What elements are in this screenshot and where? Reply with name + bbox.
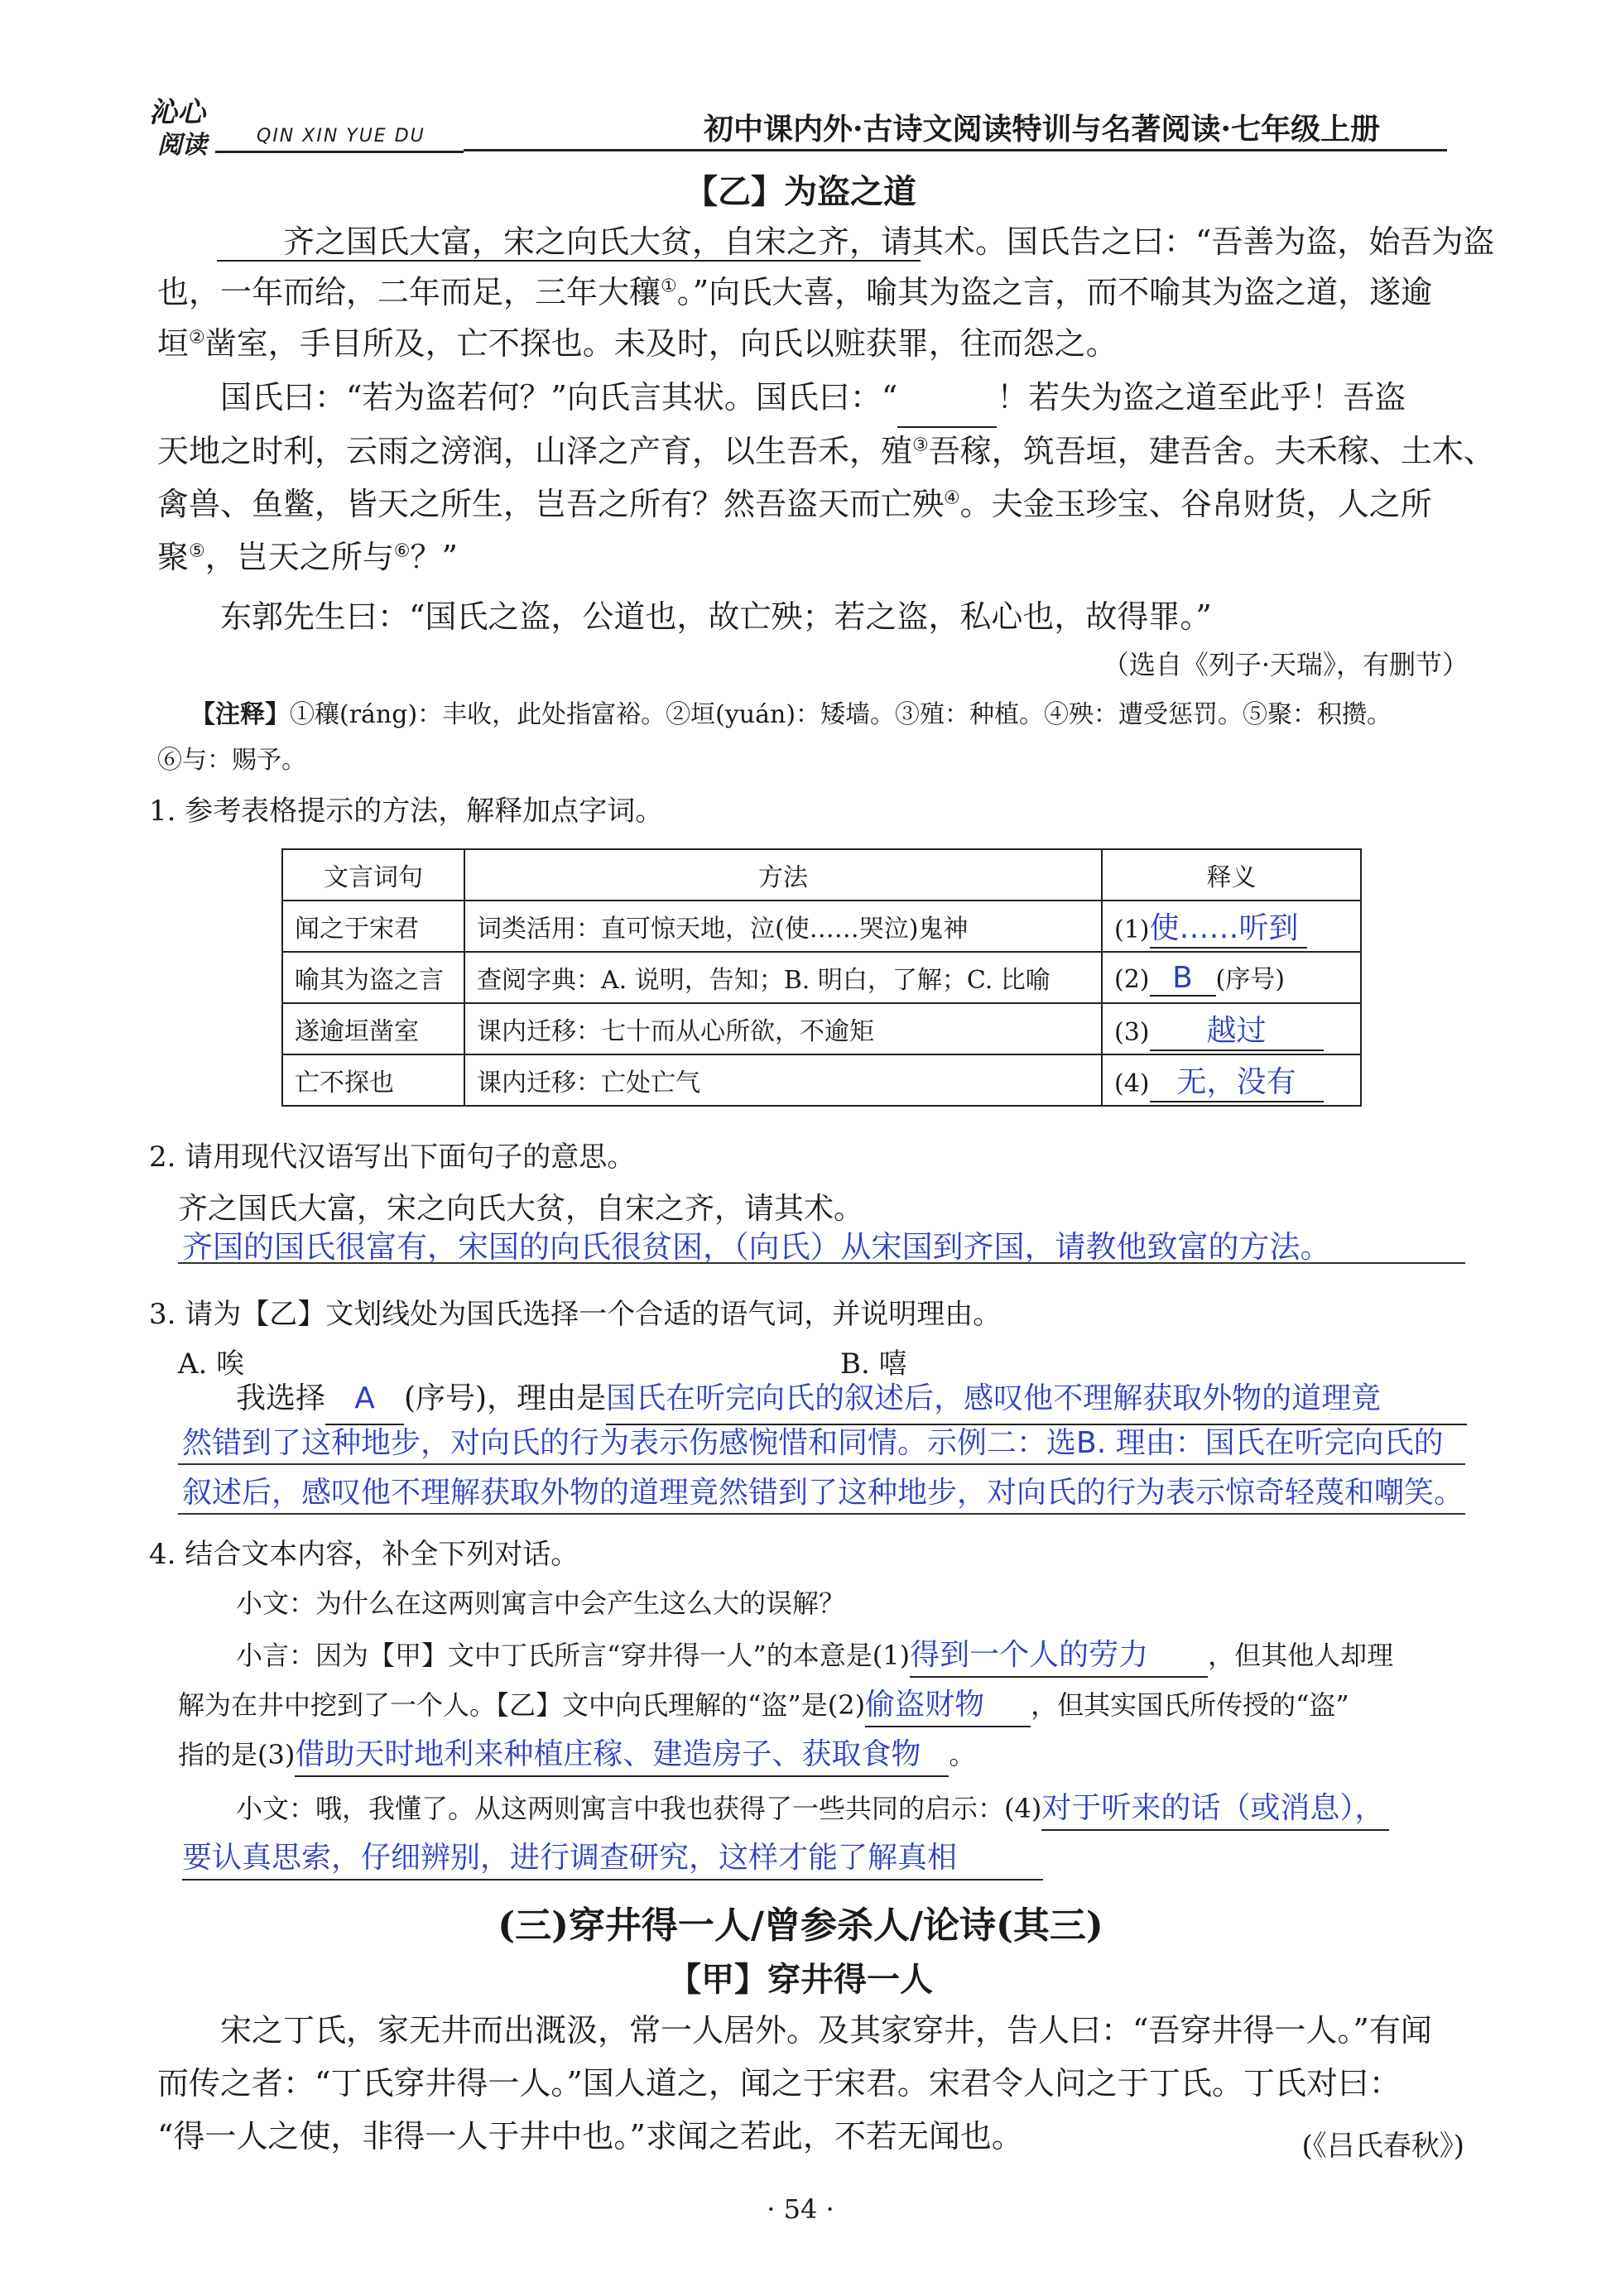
passage-line-1: 齐之国氏大富，宋之向氏大贫，自宋之齐，请其术。国氏告之曰：“吾善为盗，始吾为盗 — [283, 223, 1495, 260]
table-cell: 喻其为盗之言 — [282, 952, 464, 1003]
q4-line-1: 小文：为什么在这两则寓言中会产生这么大的误解？ — [236, 1588, 846, 1619]
table-cell: 闻之于宋君 — [282, 901, 464, 952]
q1-stem: 1. 参考表格提示的方法，解释加点字词。 — [149, 795, 664, 828]
q4-line-6: 要认真思索，仔细辨别，进行调查研究，这样才能了解真相 — [182, 1837, 1043, 1881]
q4-line-4: 指的是(3)借助天时地利来种植庄稼、建造房子、获取食物 。 — [178, 1734, 975, 1777]
table-cell: 课内迁移：亡处亡气 — [464, 1054, 1102, 1106]
section-subtitle: 【甲】穿井得一人 — [668, 1960, 933, 1999]
section-title: (三)穿井得一人/曾参杀人/论诗(其三) — [498, 1905, 1103, 1947]
table-row — [282, 901, 1361, 952]
q2-sentence: 齐之国氏大富，宋之向氏大贫，自宋之齐，请其术。 — [178, 1192, 864, 1226]
logo-text-2: 阅读 — [157, 131, 207, 160]
q3-answer-row: 我选择 A (序号)，理由是国氏在听完向氏的叙述后，感叹他不理解获取外物的道理竟 — [236, 1374, 1467, 1425]
q4-line-5: 小文：哦，我懂了。从这两则寓言中我也获得了一些共同的启示：(4)对于听来的话（或消息）， — [236, 1788, 1389, 1831]
passage-line-2: 也，一年而给，二年而足，三年大穰①。”向氏大喜，喻其为盗之言，而不喻其为盗之道，遂逾 — [157, 274, 1433, 310]
passage-line-3: 垣②凿室，手目所及，亡不探也。未及时，向氏以赃获罪，往而怨之。 — [157, 325, 1118, 362]
passage-underline — [217, 260, 921, 262]
table-row — [282, 1003, 1361, 1054]
table-header: 方法 — [464, 849, 1102, 901]
passage-title: 【乙】为盗之道 — [685, 172, 916, 211]
q2-answer: 齐国的国氏很富有，宋国的向氏很贫困，（向氏）从宋国到齐国，请教他致富的方法。 — [182, 1229, 1331, 1265]
blank-underline — [897, 368, 997, 428]
section-line-3: “得一人之使，非得一人于井中也。”求闻之若此，不若无闻也。 — [157, 2118, 1023, 2154]
passage-line-7: 聚⑤，岂天之所与⑥？” — [157, 539, 458, 575]
q4-line-2: 小言：因为【甲】文中丁氏所言“穿井得一人”的本意是(1)得到一个人的劳力 ，但其他人却理 — [236, 1635, 1393, 1678]
q3-answer-line-3: 叙述后，感叹他不理解获取外物的道理竟然错到了这种地步，对向氏的行为表示惊奇轻蔑和嘲笑。 — [182, 1476, 1464, 1510]
table-cell: 课内迁移：七十而从心所欲，不逾矩 — [464, 1003, 1102, 1054]
q4-stem: 4. 结合文本内容，补全下列对话。 — [149, 1538, 579, 1571]
table-header: 文言词句 — [282, 849, 464, 901]
passage-line-8: 东郭先生曰：“国氏之盗，公道也，故亡殃；若之盗，私心也，故得罪。” — [220, 598, 1212, 635]
header-rule — [464, 149, 1447, 151]
section-line-1: 宋之丁氏，家无井而出溉汲，常一人居外。及其家穿井，告人曰：“吾穿井得一人。”有闻 — [220, 2012, 1432, 2049]
passage-line-5: 天地之时利，云雨之滂润，山泽之产育，以生吾禾，殖③吾稼，筑吾垣，建吾舍。夫禾稼、土木、 — [157, 433, 1495, 469]
table-cell: 查阅字典：A. 说明，告知；B. 明白，了解；C. 比喻 — [464, 952, 1102, 1003]
table-row — [282, 952, 1361, 1003]
q1-table — [281, 848, 1362, 1107]
logo-text-1: 沁心 — [149, 96, 205, 129]
logo — [149, 89, 464, 160]
table-cell: 词类活用：直可惊天地，泣(使……哭泣)鬼神 — [464, 901, 1102, 952]
answer-line — [178, 1262, 1465, 1264]
logo-underline — [215, 151, 464, 153]
table-cell: (2) B (序号) — [1102, 952, 1361, 1003]
q3-option-b: B. 嘻 — [840, 1347, 907, 1381]
answer-line — [178, 1513, 1465, 1515]
q3-stem: 3. 请为【乙】文划线处为国氏选择一个合适的语气词，并说明理由。 — [149, 1298, 1002, 1331]
annotation-cont: ⑥与：赐予。 — [157, 746, 306, 775]
table-row — [282, 1054, 1361, 1106]
table-cell: (1)使……听到 — [1102, 901, 1361, 952]
passage-line-4: 国氏曰：“若为盗若何？”向氏言其状。国氏曰：“ ！若失为盗之道至此乎！吾盗 — [157, 368, 1465, 428]
table-cell: (4) 无，没有 — [1102, 1054, 1361, 1106]
passage-source: （选自《列子·天瑞》，有删节） — [1102, 649, 1469, 680]
page-number: · 54 · — [767, 2193, 834, 2225]
answer-line — [178, 1463, 1465, 1465]
book-title: 初中课内外·古诗文阅读特训与名著阅读·七年级上册 — [704, 112, 1381, 147]
table-header: 释义 — [1102, 849, 1361, 901]
logo-roman: QIN XIN YUE DU — [257, 126, 425, 147]
q3-option-a: A. 唉 — [178, 1347, 245, 1381]
q4-line-3: 解为在井中挖到了一个人。【乙】文中向氏理解的“盗”是(2)偷盗财物 ，但其实国氏所传授的“盗” — [178, 1684, 1349, 1727]
q3-answer-line-2: 然错到了这种地步，对向氏的行为表示伤感惋惜和同情。示例二：选B. 理由：国氏在听完向氏的 — [182, 1426, 1444, 1460]
table-cell: 遂逾垣凿室 — [282, 1003, 464, 1054]
annotation: 【注释】①穰(ráng)：丰收，此处指富裕。②垣(yuán)：矮墙。③殖：种植。④殃：遭受惩罚。⑤聚：积攒。 — [190, 700, 1392, 729]
section-line-2: 而传之者：“丁氏穿井得一人。”国人道之，闻之于宋君。宋君令人问之于丁氏。丁氏对曰： — [157, 2065, 1401, 2101]
table-cell: (3) 越过 — [1102, 1003, 1361, 1054]
table-cell: 亡不探也 — [282, 1054, 464, 1106]
section-source: (《吕氏春秋》) — [1301, 2130, 1464, 2163]
passage-line-6: 禽兽、鱼鳖，皆天之所生，岂吾之所有？然吾盗天而亡殃④。夫金玉珍宝、谷帛财货，人之所 — [157, 486, 1432, 522]
q2-stem: 2. 请用现代汉语写出下面句子的意思。 — [149, 1141, 636, 1174]
